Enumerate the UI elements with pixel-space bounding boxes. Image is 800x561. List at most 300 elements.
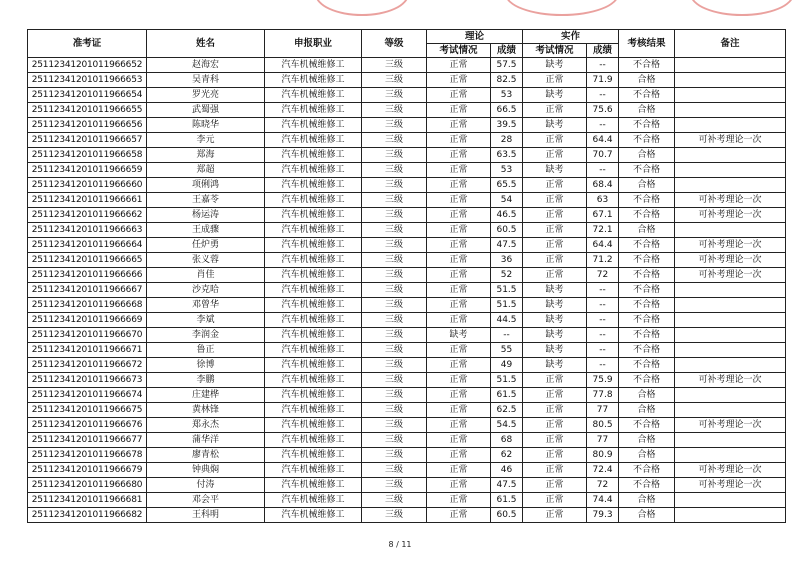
practice-status-cell: 正常 — [523, 463, 587, 478]
theory-score-cell: 36 — [491, 253, 523, 268]
remark-cell — [675, 388, 786, 403]
page-number: 8 / 11 — [388, 540, 412, 549]
level-cell: 三级 — [362, 448, 427, 463]
practice-status-cell: 缺考 — [523, 343, 587, 358]
header-job: 申报职业 — [265, 30, 362, 58]
level-cell: 三级 — [362, 388, 427, 403]
header-result: 考核结果 — [619, 30, 675, 58]
practice-score-cell: 77 — [587, 403, 619, 418]
result-cell: 不合格 — [619, 343, 675, 358]
result-cell: 不合格 — [619, 358, 675, 373]
name-cell: 项俐鸿 — [147, 178, 265, 193]
practice-status-cell: 正常 — [523, 253, 587, 268]
practice-score-cell: 64.4 — [587, 238, 619, 253]
level-cell: 三级 — [362, 433, 427, 448]
level-cell: 三级 — [362, 208, 427, 223]
job-cell: 汽车机械维修工 — [265, 403, 362, 418]
result-cell: 不合格 — [619, 253, 675, 268]
name-cell: 李元 — [147, 133, 265, 148]
remark-cell — [675, 358, 786, 373]
result-cell: 合格 — [619, 178, 675, 193]
theory-score-cell: 68 — [491, 433, 523, 448]
remark-cell — [675, 403, 786, 418]
practice-status-cell: 正常 — [523, 73, 587, 88]
practice-score-cell: 75.6 — [587, 103, 619, 118]
job-cell: 汽车机械维修工 — [265, 103, 362, 118]
name-cell: 黄林锋 — [147, 403, 265, 418]
theory-status-cell: 正常 — [427, 178, 491, 193]
id-cell: 25112341201011966654 — [28, 88, 147, 103]
name-cell: 赵海宏 — [147, 58, 265, 73]
theory-status-cell: 正常 — [427, 508, 491, 523]
name-cell: 钟典焖 — [147, 463, 265, 478]
table-row — [28, 388, 786, 403]
practice-score-cell: -- — [587, 343, 619, 358]
table-row — [28, 103, 786, 118]
result-cell: 不合格 — [619, 133, 675, 148]
header-practice: 实作 — [523, 30, 619, 44]
theory-score-cell: 51.5 — [491, 373, 523, 388]
name-cell: 庄建桦 — [147, 388, 265, 403]
red-seal-stamp — [505, 0, 619, 16]
practice-status-cell: 缺考 — [523, 358, 587, 373]
name-cell: 张义蓉 — [147, 253, 265, 268]
result-cell: 不合格 — [619, 193, 675, 208]
table-row — [28, 58, 786, 73]
job-cell: 汽车机械维修工 — [265, 88, 362, 103]
table-row — [28, 373, 786, 388]
theory-score-cell: 28 — [491, 133, 523, 148]
remark-cell: 可补考理论一次 — [675, 193, 786, 208]
name-cell: 鲁正 — [147, 343, 265, 358]
theory-score-cell: 54 — [491, 193, 523, 208]
practice-score-cell: 80.5 — [587, 418, 619, 433]
remark-cell — [675, 103, 786, 118]
job-cell: 汽车机械维修工 — [265, 298, 362, 313]
theory-score-cell: 39.5 — [491, 118, 523, 133]
job-cell: 汽车机械维修工 — [265, 253, 362, 268]
practice-status-cell: 正常 — [523, 373, 587, 388]
id-cell: 25112341201011966659 — [28, 163, 147, 178]
exam-results-table — [27, 29, 786, 523]
id-cell: 25112341201011966663 — [28, 223, 147, 238]
theory-score-cell: 55 — [491, 343, 523, 358]
result-cell: 不合格 — [619, 268, 675, 283]
table-row — [28, 478, 786, 493]
job-cell: 汽车机械维修工 — [265, 373, 362, 388]
name-cell: 邓会平 — [147, 493, 265, 508]
theory-status-cell: 正常 — [427, 313, 491, 328]
table-row — [28, 283, 786, 298]
theory-status-cell: 正常 — [427, 163, 491, 178]
job-cell: 汽车机械维修工 — [265, 328, 362, 343]
table-row — [28, 178, 786, 193]
name-cell: 邓曾华 — [147, 298, 265, 313]
job-cell: 汽车机械维修工 — [265, 478, 362, 493]
id-cell: 25112341201011966673 — [28, 373, 147, 388]
practice-score-cell: -- — [587, 313, 619, 328]
theory-status-cell: 正常 — [427, 58, 491, 73]
id-cell: 25112341201011966660 — [28, 178, 147, 193]
job-cell: 汽车机械维修工 — [265, 223, 362, 238]
name-cell: 郑永杰 — [147, 418, 265, 433]
id-cell: 25112341201011966665 — [28, 253, 147, 268]
practice-score-cell: 72 — [587, 478, 619, 493]
name-cell: 郑海 — [147, 148, 265, 163]
practice-score-cell: 80.9 — [587, 448, 619, 463]
level-cell: 三级 — [362, 163, 427, 178]
practice-score-cell: -- — [587, 58, 619, 73]
theory-status-cell: 正常 — [427, 253, 491, 268]
practice-status-cell: 缺考 — [523, 313, 587, 328]
theory-status-cell: 正常 — [427, 118, 491, 133]
practice-status-cell: 正常 — [523, 448, 587, 463]
job-cell: 汽车机械维修工 — [265, 148, 362, 163]
practice-status-cell: 正常 — [523, 403, 587, 418]
level-cell: 三级 — [362, 343, 427, 358]
remark-cell — [675, 433, 786, 448]
name-cell: 李斌 — [147, 313, 265, 328]
id-cell: 25112341201011966671 — [28, 343, 147, 358]
practice-score-cell: 79.3 — [587, 508, 619, 523]
result-cell: 不合格 — [619, 58, 675, 73]
remark-cell: 可补考理论一次 — [675, 208, 786, 223]
theory-score-cell: 52 — [491, 268, 523, 283]
table-row — [28, 328, 786, 343]
result-cell: 不合格 — [619, 238, 675, 253]
table-row — [28, 88, 786, 103]
job-cell: 汽车机械维修工 — [265, 388, 362, 403]
result-cell: 合格 — [619, 493, 675, 508]
id-cell: 25112341201011966681 — [28, 493, 147, 508]
result-cell: 合格 — [619, 103, 675, 118]
theory-score-cell: 51.5 — [491, 298, 523, 313]
job-cell: 汽车机械维修工 — [265, 313, 362, 328]
id-cell: 25112341201011966678 — [28, 448, 147, 463]
practice-status-cell: 正常 — [523, 268, 587, 283]
theory-score-cell: 61.5 — [491, 388, 523, 403]
job-cell: 汽车机械维修工 — [265, 58, 362, 73]
remark-cell — [675, 58, 786, 73]
id-cell: 25112341201011966682 — [28, 508, 147, 523]
remark-cell — [675, 448, 786, 463]
theory-score-cell: 57.5 — [491, 58, 523, 73]
theory-status-cell: 正常 — [427, 103, 491, 118]
level-cell: 三级 — [362, 88, 427, 103]
table-row — [28, 463, 786, 478]
name-cell: 王嘉苓 — [147, 193, 265, 208]
practice-score-cell: -- — [587, 328, 619, 343]
practice-score-cell: 67.1 — [587, 208, 619, 223]
result-cell: 不合格 — [619, 208, 675, 223]
table-row — [28, 163, 786, 178]
practice-status-cell: 正常 — [523, 133, 587, 148]
level-cell: 三级 — [362, 103, 427, 118]
theory-score-cell: 47.5 — [491, 478, 523, 493]
practice-status-cell: 正常 — [523, 208, 587, 223]
theory-status-cell: 正常 — [427, 88, 491, 103]
job-cell: 汽车机械维修工 — [265, 193, 362, 208]
level-cell: 三级 — [362, 298, 427, 313]
name-cell: 李润金 — [147, 328, 265, 343]
practice-status-cell: 缺考 — [523, 283, 587, 298]
practice-score-cell: 74.4 — [587, 493, 619, 508]
level-cell: 三级 — [362, 178, 427, 193]
theory-score-cell: 62 — [491, 448, 523, 463]
table-row — [28, 193, 786, 208]
name-cell: 沙克哈 — [147, 283, 265, 298]
practice-score-cell: -- — [587, 298, 619, 313]
practice-status-cell: 正常 — [523, 238, 587, 253]
table-row — [28, 238, 786, 253]
id-cell: 25112341201011966666 — [28, 268, 147, 283]
theory-score-cell: 53 — [491, 163, 523, 178]
practice-status-cell: 正常 — [523, 478, 587, 493]
theory-score-cell: 65.5 — [491, 178, 523, 193]
id-cell: 25112341201011966669 — [28, 313, 147, 328]
level-cell: 三级 — [362, 418, 427, 433]
practice-score-cell: 71.9 — [587, 73, 619, 88]
practice-score-cell: 72.4 — [587, 463, 619, 478]
header-theory-score: 成绩 — [491, 44, 523, 58]
remark-cell: 可补考理论一次 — [675, 418, 786, 433]
practice-score-cell: 70.7 — [587, 148, 619, 163]
result-cell: 不合格 — [619, 373, 675, 388]
theory-status-cell: 缺考 — [427, 328, 491, 343]
id-cell: 25112341201011966657 — [28, 133, 147, 148]
theory-status-cell: 正常 — [427, 133, 491, 148]
theory-status-cell: 正常 — [427, 463, 491, 478]
theory-status-cell: 正常 — [427, 283, 491, 298]
theory-score-cell: 60.5 — [491, 508, 523, 523]
remark-cell — [675, 283, 786, 298]
level-cell: 三级 — [362, 193, 427, 208]
result-cell: 合格 — [619, 403, 675, 418]
job-cell: 汽车机械维修工 — [265, 238, 362, 253]
level-cell: 三级 — [362, 358, 427, 373]
job-cell: 汽车机械维修工 — [265, 268, 362, 283]
result-cell: 合格 — [619, 388, 675, 403]
remark-cell — [675, 178, 786, 193]
job-cell: 汽车机械维修工 — [265, 508, 362, 523]
table-header — [28, 30, 786, 58]
name-cell: 李鹏 — [147, 373, 265, 388]
theory-status-cell: 正常 — [427, 208, 491, 223]
table-row — [28, 403, 786, 418]
theory-status-cell: 正常 — [427, 358, 491, 373]
table-row — [28, 298, 786, 313]
result-cell: 合格 — [619, 508, 675, 523]
practice-score-cell: 72 — [587, 268, 619, 283]
result-cell: 合格 — [619, 73, 675, 88]
theory-status-cell: 正常 — [427, 223, 491, 238]
table-row — [28, 493, 786, 508]
id-cell: 25112341201011966679 — [28, 463, 147, 478]
name-cell: 徐博 — [147, 358, 265, 373]
result-cell: 不合格 — [619, 463, 675, 478]
level-cell: 三级 — [362, 58, 427, 73]
practice-score-cell: 71.2 — [587, 253, 619, 268]
practice-status-cell: 正常 — [523, 388, 587, 403]
theory-score-cell: 66.5 — [491, 103, 523, 118]
table-row — [28, 223, 786, 238]
practice-status-cell: 缺考 — [523, 118, 587, 133]
id-cell: 25112341201011966662 — [28, 208, 147, 223]
table-row — [28, 208, 786, 223]
table-row — [28, 448, 786, 463]
job-cell: 汽车机械维修工 — [265, 433, 362, 448]
level-cell: 三级 — [362, 478, 427, 493]
practice-status-cell: 缺考 — [523, 298, 587, 313]
theory-score-cell: 53 — [491, 88, 523, 103]
table-row — [28, 313, 786, 328]
theory-status-cell: 正常 — [427, 148, 491, 163]
theory-score-cell: 61.5 — [491, 493, 523, 508]
table-row — [28, 418, 786, 433]
table-row — [28, 118, 786, 133]
job-cell: 汽车机械维修工 — [265, 493, 362, 508]
id-cell: 25112341201011966672 — [28, 358, 147, 373]
table-row — [28, 343, 786, 358]
table-row — [28, 253, 786, 268]
remark-cell — [675, 493, 786, 508]
name-cell: 蒲华洋 — [147, 433, 265, 448]
level-cell: 三级 — [362, 463, 427, 478]
table-row — [28, 358, 786, 373]
theory-status-cell: 正常 — [427, 478, 491, 493]
header-practice-score: 成绩 — [587, 44, 619, 58]
result-cell: 合格 — [619, 148, 675, 163]
remark-cell: 可补考理论一次 — [675, 463, 786, 478]
remark-cell: 可补考理论一次 — [675, 238, 786, 253]
theory-score-cell: 63.5 — [491, 148, 523, 163]
name-cell: 郑超 — [147, 163, 265, 178]
job-cell: 汽车机械维修工 — [265, 418, 362, 433]
practice-score-cell: 72.1 — [587, 223, 619, 238]
job-cell: 汽车机械维修工 — [265, 463, 362, 478]
practice-status-cell: 缺考 — [523, 88, 587, 103]
theory-score-cell: 51.5 — [491, 283, 523, 298]
job-cell: 汽车机械维修工 — [265, 73, 362, 88]
practice-score-cell: -- — [587, 118, 619, 133]
result-cell: 不合格 — [619, 418, 675, 433]
remark-cell — [675, 223, 786, 238]
header-id: 准考证 — [28, 30, 147, 58]
theory-score-cell: 60.5 — [491, 223, 523, 238]
id-cell: 25112341201011966658 — [28, 148, 147, 163]
result-cell: 不合格 — [619, 478, 675, 493]
name-cell: 吴青科 — [147, 73, 265, 88]
practice-status-cell: 正常 — [523, 103, 587, 118]
table-body — [28, 58, 786, 523]
theory-status-cell: 正常 — [427, 373, 491, 388]
theory-score-cell: 47.5 — [491, 238, 523, 253]
red-seal-stamp — [315, 0, 409, 16]
table-row — [28, 433, 786, 448]
remark-cell — [675, 73, 786, 88]
job-cell: 汽车机械维修工 — [265, 178, 362, 193]
level-cell: 三级 — [362, 133, 427, 148]
practice-score-cell: 64.4 — [587, 133, 619, 148]
practice-status-cell: 正常 — [523, 433, 587, 448]
table-row — [28, 268, 786, 283]
theory-status-cell: 正常 — [427, 343, 491, 358]
theory-status-cell: 正常 — [427, 493, 491, 508]
theory-score-cell: 49 — [491, 358, 523, 373]
practice-score-cell: -- — [587, 163, 619, 178]
practice-score-cell: -- — [587, 88, 619, 103]
header-level: 等级 — [362, 30, 427, 58]
practice-status-cell: 缺考 — [523, 328, 587, 343]
table-row — [28, 133, 786, 148]
level-cell: 三级 — [362, 118, 427, 133]
theory-status-cell: 正常 — [427, 403, 491, 418]
practice-status-cell: 正常 — [523, 493, 587, 508]
remark-cell — [675, 163, 786, 178]
remark-cell — [675, 118, 786, 133]
result-cell: 不合格 — [619, 88, 675, 103]
practice-score-cell: 77 — [587, 433, 619, 448]
theory-status-cell: 正常 — [427, 73, 491, 88]
level-cell: 三级 — [362, 493, 427, 508]
theory-score-cell: 44.5 — [491, 313, 523, 328]
theory-status-cell: 正常 — [427, 238, 491, 253]
practice-status-cell: 正常 — [523, 178, 587, 193]
level-cell: 三级 — [362, 373, 427, 388]
id-cell: 25112341201011966680 — [28, 478, 147, 493]
id-cell: 25112341201011966668 — [28, 298, 147, 313]
header-practice-status: 考试情况 — [523, 44, 587, 58]
job-cell: 汽车机械维修工 — [265, 283, 362, 298]
practice-status-cell: 缺考 — [523, 163, 587, 178]
practice-score-cell: 63 — [587, 193, 619, 208]
level-cell: 三级 — [362, 73, 427, 88]
remark-cell: 可补考理论一次 — [675, 133, 786, 148]
job-cell: 汽车机械维修工 — [265, 163, 362, 178]
name-cell: 肖佳 — [147, 268, 265, 283]
table-row — [28, 508, 786, 523]
remark-cell: 可补考理论一次 — [675, 253, 786, 268]
name-cell: 杨运涛 — [147, 208, 265, 223]
theory-score-cell: 62.5 — [491, 403, 523, 418]
header-name: 姓名 — [147, 30, 265, 58]
remark-cell — [675, 298, 786, 313]
result-cell: 不合格 — [619, 283, 675, 298]
practice-score-cell: -- — [587, 358, 619, 373]
practice-score-cell: 75.9 — [587, 373, 619, 388]
table-row — [28, 148, 786, 163]
id-cell: 25112341201011966676 — [28, 418, 147, 433]
practice-status-cell: 正常 — [523, 148, 587, 163]
red-seal-stamp — [690, 0, 794, 16]
name-cell: 付涛 — [147, 478, 265, 493]
id-cell: 25112341201011966667 — [28, 283, 147, 298]
id-cell: 25112341201011966652 — [28, 58, 147, 73]
name-cell: 王科明 — [147, 508, 265, 523]
practice-score-cell: 68.4 — [587, 178, 619, 193]
practice-status-cell: 缺考 — [523, 58, 587, 73]
practice-status-cell: 正常 — [523, 508, 587, 523]
job-cell: 汽车机械维修工 — [265, 133, 362, 148]
practice-status-cell: 正常 — [523, 223, 587, 238]
theory-status-cell: 正常 — [427, 193, 491, 208]
name-cell: 任炉勇 — [147, 238, 265, 253]
theory-status-cell: 正常 — [427, 418, 491, 433]
theory-score-cell: 54.5 — [491, 418, 523, 433]
theory-score-cell: 82.5 — [491, 73, 523, 88]
result-cell: 不合格 — [619, 298, 675, 313]
id-cell: 25112341201011966677 — [28, 433, 147, 448]
